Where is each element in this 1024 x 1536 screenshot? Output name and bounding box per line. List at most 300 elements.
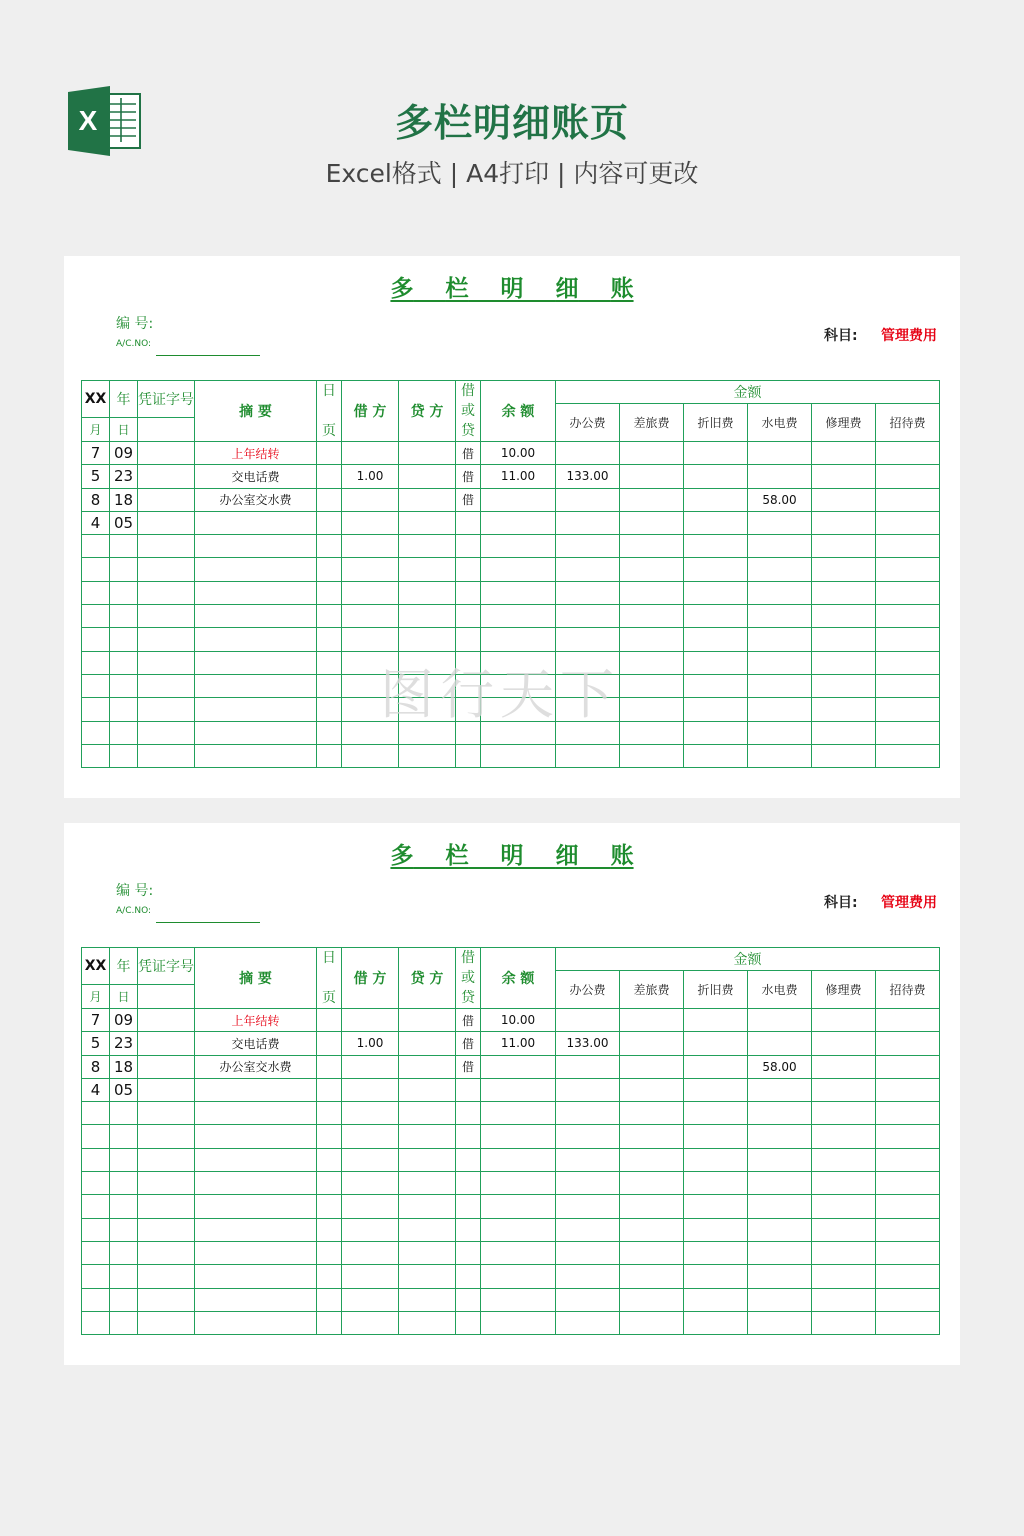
empty-cell <box>399 1148 456 1171</box>
empty-cell <box>138 628 195 651</box>
sheet-title-char: 明 <box>500 842 524 869</box>
empty-cell <box>456 1195 481 1218</box>
empty-cell <box>620 1311 684 1334</box>
empty-cell <box>82 1311 110 1334</box>
table-row <box>82 1055 940 1078</box>
empty-cell <box>456 558 481 581</box>
empty-cell <box>110 1148 138 1171</box>
amount-cell <box>812 1078 876 1101</box>
empty-cell <box>748 1241 812 1264</box>
debit-cell <box>342 488 399 511</box>
amount-cell <box>876 488 940 511</box>
table-row <box>82 535 940 558</box>
year-header: 年 <box>110 948 138 985</box>
empty-cell <box>195 1195 317 1218</box>
empty-cell <box>317 628 342 651</box>
empty-cell <box>620 1265 684 1288</box>
empty-cell <box>456 744 481 767</box>
empty-cell <box>812 698 876 721</box>
amount-cell <box>684 488 748 511</box>
empty-cell <box>876 1218 940 1241</box>
sheet-title <box>64 270 960 303</box>
empty-cell <box>876 674 940 697</box>
empty-cell <box>342 1288 399 1311</box>
category-header: 差旅费 <box>620 404 684 442</box>
empty-cell <box>195 744 317 767</box>
balance-cell: 10.00 <box>481 1009 556 1032</box>
sheet-title <box>64 837 960 870</box>
month-cell: 4 <box>82 511 110 534</box>
amount-cell <box>556 1055 620 1078</box>
empty-cell <box>748 1311 812 1334</box>
debit-cell <box>342 1009 399 1032</box>
empty-cell <box>812 581 876 604</box>
empty-cell <box>481 1311 556 1334</box>
empty-cell <box>456 535 481 558</box>
dc-header: 借 或 贷 <box>456 381 481 442</box>
empty-cell <box>684 535 748 558</box>
voucher-cell <box>138 1009 195 1032</box>
amount-cell <box>876 1032 940 1055</box>
empty-cell <box>399 1218 456 1241</box>
day-cell: 09 <box>110 1009 138 1032</box>
empty-cell <box>195 1218 317 1241</box>
day-cell: 05 <box>110 511 138 534</box>
empty-cell <box>317 674 342 697</box>
amount-cell: 58.00 <box>748 488 812 511</box>
amount-cell <box>556 1009 620 1032</box>
empty-cell <box>748 1125 812 1148</box>
empty-cell <box>82 1172 110 1195</box>
empty-cell <box>481 1241 556 1264</box>
amount-cell <box>876 442 940 465</box>
empty-cell <box>110 605 138 628</box>
empty-cell <box>138 1172 195 1195</box>
table-row <box>82 465 940 488</box>
empty-cell <box>399 605 456 628</box>
empty-cell <box>342 1195 399 1218</box>
category-header: 折旧费 <box>684 404 748 442</box>
amount-cell <box>684 1032 748 1055</box>
credit-header: 贷 方 <box>399 381 456 442</box>
empty-cell <box>481 558 556 581</box>
table-row <box>82 1195 940 1218</box>
empty-cell <box>195 1102 317 1125</box>
amount-cell <box>748 465 812 488</box>
subject-label: 科目: <box>824 895 858 911</box>
empty-cell <box>684 698 748 721</box>
amount-cell <box>620 1055 684 1078</box>
voucher-cell <box>138 465 195 488</box>
amount-cell <box>684 1055 748 1078</box>
empty-cell <box>138 674 195 697</box>
subject-value: 管理费用 <box>881 895 937 911</box>
table-row <box>82 511 940 534</box>
amount-cell <box>620 1009 684 1032</box>
amount-cell <box>876 1078 940 1101</box>
empty-cell <box>684 628 748 651</box>
empty-cell <box>684 1311 748 1334</box>
empty-cell <box>812 1125 876 1148</box>
dc-cell <box>456 1078 481 1101</box>
summary-cell: 办公室交水费 <box>195 1055 317 1078</box>
balance-cell: 11.00 <box>481 1032 556 1055</box>
amount-cell <box>620 511 684 534</box>
empty-cell <box>456 1125 481 1148</box>
empty-cell <box>876 628 940 651</box>
empty-cell <box>481 1125 556 1148</box>
sheet-title-char: 多 <box>390 275 414 302</box>
empty-cell <box>684 1102 748 1125</box>
empty-cell <box>317 1102 342 1125</box>
empty-cell <box>620 1172 684 1195</box>
empty-cell <box>812 651 876 674</box>
empty-cell <box>556 1311 620 1334</box>
xx-year-header: XX <box>82 948 110 985</box>
empty-cell <box>399 558 456 581</box>
empty-cell <box>684 1172 748 1195</box>
empty-cell <box>82 535 110 558</box>
credit-cell <box>399 1055 456 1078</box>
empty-cell <box>317 535 342 558</box>
credit-cell <box>399 442 456 465</box>
amount-cell <box>748 442 812 465</box>
balance-cell <box>481 1055 556 1078</box>
credit-header: 贷 方 <box>399 948 456 1009</box>
empty-cell <box>684 651 748 674</box>
voucher-header: 凭证字号 <box>138 948 195 985</box>
empty-cell <box>342 535 399 558</box>
empty-cell <box>138 581 195 604</box>
empty-cell <box>620 558 684 581</box>
empty-cell <box>684 1218 748 1241</box>
empty-cell <box>317 721 342 744</box>
empty-cell <box>110 558 138 581</box>
empty-cell <box>317 651 342 674</box>
empty-cell <box>748 1195 812 1218</box>
debit-header: 借 方 <box>342 381 399 442</box>
empty-cell <box>876 651 940 674</box>
empty-cell <box>195 628 317 651</box>
empty-cell <box>556 628 620 651</box>
amount-cell <box>684 1009 748 1032</box>
sheet-title-char: 账 <box>610 842 634 869</box>
empty-cell <box>456 1148 481 1171</box>
empty-cell <box>342 628 399 651</box>
ledger-sheet <box>64 823 960 1365</box>
subject-label: 科目: <box>824 328 858 344</box>
month-header: 月 <box>82 985 110 1009</box>
day-header: 日 <box>110 418 138 442</box>
summary-cell: 上年结转 <box>195 442 317 465</box>
empty-cell <box>812 1172 876 1195</box>
empty-cell <box>684 581 748 604</box>
empty-cell <box>876 605 940 628</box>
empty-cell <box>620 1148 684 1171</box>
empty-cell <box>399 1288 456 1311</box>
empty-cell <box>82 558 110 581</box>
summary-header: 摘 要 <box>195 948 317 1009</box>
empty-cell <box>82 1125 110 1148</box>
subject-value: 管理费用 <box>881 328 937 344</box>
empty-cell <box>481 1172 556 1195</box>
table-row <box>82 605 940 628</box>
empty-cell <box>876 1265 940 1288</box>
empty-cell <box>342 744 399 767</box>
balance-cell: 10.00 <box>481 442 556 465</box>
empty-cell <box>138 1125 195 1148</box>
amount-cell <box>620 488 684 511</box>
empty-cell <box>812 605 876 628</box>
summary-header: 摘 要 <box>195 381 317 442</box>
dc-cell: 借 <box>456 1055 481 1078</box>
category-header: 修理费 <box>812 971 876 1009</box>
page-title: 多栏明细账页 <box>394 101 629 145</box>
empty-cell <box>456 1311 481 1334</box>
voucher-cell <box>138 488 195 511</box>
empty-cell <box>481 1148 556 1171</box>
empty-cell <box>556 1172 620 1195</box>
amount-header: 金额 <box>556 381 940 404</box>
empty-cell <box>876 1241 940 1264</box>
empty-cell <box>876 744 940 767</box>
balance-cell <box>481 511 556 534</box>
empty-cell <box>195 558 317 581</box>
empty-cell <box>342 558 399 581</box>
empty-cell <box>556 1265 620 1288</box>
balance-cell: 11.00 <box>481 465 556 488</box>
day-header: 日 <box>110 985 138 1009</box>
category-header: 修理费 <box>812 404 876 442</box>
table-row <box>82 1009 940 1032</box>
voucher-cell <box>138 1055 195 1078</box>
empty-cell <box>812 558 876 581</box>
empty-cell <box>195 1172 317 1195</box>
empty-cell <box>82 651 110 674</box>
empty-cell <box>620 605 684 628</box>
ac-number-field[interactable] <box>156 355 260 356</box>
empty-cell <box>399 744 456 767</box>
empty-cell <box>195 1241 317 1264</box>
amount-cell <box>556 511 620 534</box>
summary-cell: 办公室交水费 <box>195 488 317 511</box>
amount-cell <box>684 442 748 465</box>
day-cell: 18 <box>110 1055 138 1078</box>
empty-cell <box>876 1125 940 1148</box>
table-row <box>82 1102 940 1125</box>
empty-cell <box>342 1311 399 1334</box>
empty-cell <box>620 1125 684 1148</box>
amount-cell <box>620 465 684 488</box>
empty-cell <box>748 1172 812 1195</box>
amount-cell <box>876 511 940 534</box>
table-row <box>82 1288 940 1311</box>
empty-cell <box>399 581 456 604</box>
watermark: 图行天下 <box>380 663 620 726</box>
empty-cell <box>620 628 684 651</box>
empty-cell <box>138 1102 195 1125</box>
empty-cell <box>812 1148 876 1171</box>
empty-cell <box>620 535 684 558</box>
debit-cell <box>342 1055 399 1078</box>
page-cell <box>317 1032 342 1055</box>
empty-cell <box>82 1195 110 1218</box>
amount-cell <box>684 511 748 534</box>
table-row <box>82 1218 940 1241</box>
xx-year-header: XX <box>82 381 110 418</box>
table-row <box>82 1311 940 1334</box>
day-cell: 05 <box>110 1078 138 1101</box>
empty-cell <box>481 535 556 558</box>
empty-cell <box>812 744 876 767</box>
empty-cell <box>620 1241 684 1264</box>
empty-cell <box>876 558 940 581</box>
category-header: 招待费 <box>876 971 940 1009</box>
amount-cell <box>812 442 876 465</box>
empty-cell <box>110 721 138 744</box>
empty-cell <box>138 605 195 628</box>
empty-cell <box>342 1102 399 1125</box>
empty-cell <box>812 1311 876 1334</box>
month-cell: 4 <box>82 1078 110 1101</box>
empty-cell <box>456 1102 481 1125</box>
empty-cell <box>556 605 620 628</box>
empty-cell <box>82 605 110 628</box>
code-label: 编 号: <box>116 883 154 899</box>
empty-cell <box>556 1218 620 1241</box>
empty-cell <box>748 581 812 604</box>
category-header: 折旧费 <box>684 971 748 1009</box>
table-row <box>82 1241 940 1264</box>
empty-cell <box>876 1102 940 1125</box>
empty-cell <box>110 581 138 604</box>
voucher-sub-header <box>138 418 195 442</box>
empty-cell <box>556 1125 620 1148</box>
category-header: 水电费 <box>748 971 812 1009</box>
amount-cell <box>812 511 876 534</box>
empty-cell <box>138 651 195 674</box>
empty-cell <box>317 1311 342 1334</box>
amount-cell <box>876 1055 940 1078</box>
table-row <box>82 628 940 651</box>
empty-cell <box>110 674 138 697</box>
amount-cell <box>748 511 812 534</box>
month-cell: 7 <box>82 442 110 465</box>
ac-number-field[interactable] <box>156 922 260 923</box>
empty-cell <box>481 1102 556 1125</box>
empty-cell <box>317 1172 342 1195</box>
empty-cell <box>110 651 138 674</box>
empty-cell <box>481 1195 556 1218</box>
credit-cell <box>399 1032 456 1055</box>
ac-number-label: A/C.NO: <box>116 339 152 349</box>
empty-cell <box>684 1241 748 1264</box>
balance-header: 余 额 <box>481 948 556 1009</box>
empty-cell <box>748 1265 812 1288</box>
empty-cell <box>620 674 684 697</box>
empty-cell <box>138 744 195 767</box>
empty-cell <box>82 1148 110 1171</box>
empty-cell <box>684 744 748 767</box>
empty-cell <box>82 1218 110 1241</box>
empty-cell <box>481 581 556 604</box>
empty-cell <box>812 1265 876 1288</box>
page-cell <box>317 511 342 534</box>
summary-cell: 交电话费 <box>195 1032 317 1055</box>
sheet-title-char: 栏 <box>445 275 469 302</box>
dc-header: 借 或 贷 <box>456 948 481 1009</box>
empty-cell <box>195 1148 317 1171</box>
empty-cell <box>481 1288 556 1311</box>
amount-cell: 133.00 <box>556 1032 620 1055</box>
empty-cell <box>110 1288 138 1311</box>
amount-cell <box>620 442 684 465</box>
empty-cell <box>82 698 110 721</box>
excel-logo-letter: X <box>78 105 98 136</box>
amount-cell <box>556 442 620 465</box>
empty-cell <box>138 535 195 558</box>
credit-cell <box>399 488 456 511</box>
empty-cell <box>556 1195 620 1218</box>
empty-cell <box>342 1172 399 1195</box>
credit-cell <box>399 1009 456 1032</box>
amount-cell <box>812 1009 876 1032</box>
empty-cell <box>138 1148 195 1171</box>
empty-cell <box>556 1288 620 1311</box>
empty-cell <box>620 698 684 721</box>
ac-number-label: A/C.NO: <box>116 906 152 916</box>
table-row <box>82 1032 940 1055</box>
empty-cell <box>138 1265 195 1288</box>
amount-cell <box>684 465 748 488</box>
amount-cell <box>620 1032 684 1055</box>
empty-cell <box>110 628 138 651</box>
empty-cell <box>556 558 620 581</box>
empty-cell <box>620 1195 684 1218</box>
empty-cell <box>342 1218 399 1241</box>
empty-cell <box>82 721 110 744</box>
credit-cell <box>399 511 456 534</box>
voucher-header: 凭证字号 <box>138 381 195 418</box>
empty-cell <box>82 1265 110 1288</box>
empty-cell <box>556 744 620 767</box>
empty-cell <box>110 1241 138 1264</box>
empty-cell <box>82 628 110 651</box>
empty-cell <box>399 1172 456 1195</box>
debit-cell: 1.00 <box>342 465 399 488</box>
amount-cell <box>620 1078 684 1101</box>
empty-cell <box>399 1125 456 1148</box>
empty-cell <box>110 1195 138 1218</box>
empty-cell <box>684 1265 748 1288</box>
empty-cell <box>317 581 342 604</box>
page-cell <box>317 488 342 511</box>
empty-cell <box>110 535 138 558</box>
page-cell <box>317 1055 342 1078</box>
empty-cell <box>138 698 195 721</box>
amount-cell <box>684 1078 748 1101</box>
empty-cell <box>82 674 110 697</box>
empty-cell <box>684 558 748 581</box>
empty-cell <box>342 605 399 628</box>
empty-cell <box>138 1195 195 1218</box>
sheet-title-char: 多 <box>390 842 414 869</box>
empty-cell <box>620 581 684 604</box>
table-row <box>82 488 940 511</box>
empty-cell <box>317 698 342 721</box>
page-subtitle: Excel格式 | A4打印 | 内容可更改 <box>325 159 699 188</box>
empty-cell <box>684 605 748 628</box>
